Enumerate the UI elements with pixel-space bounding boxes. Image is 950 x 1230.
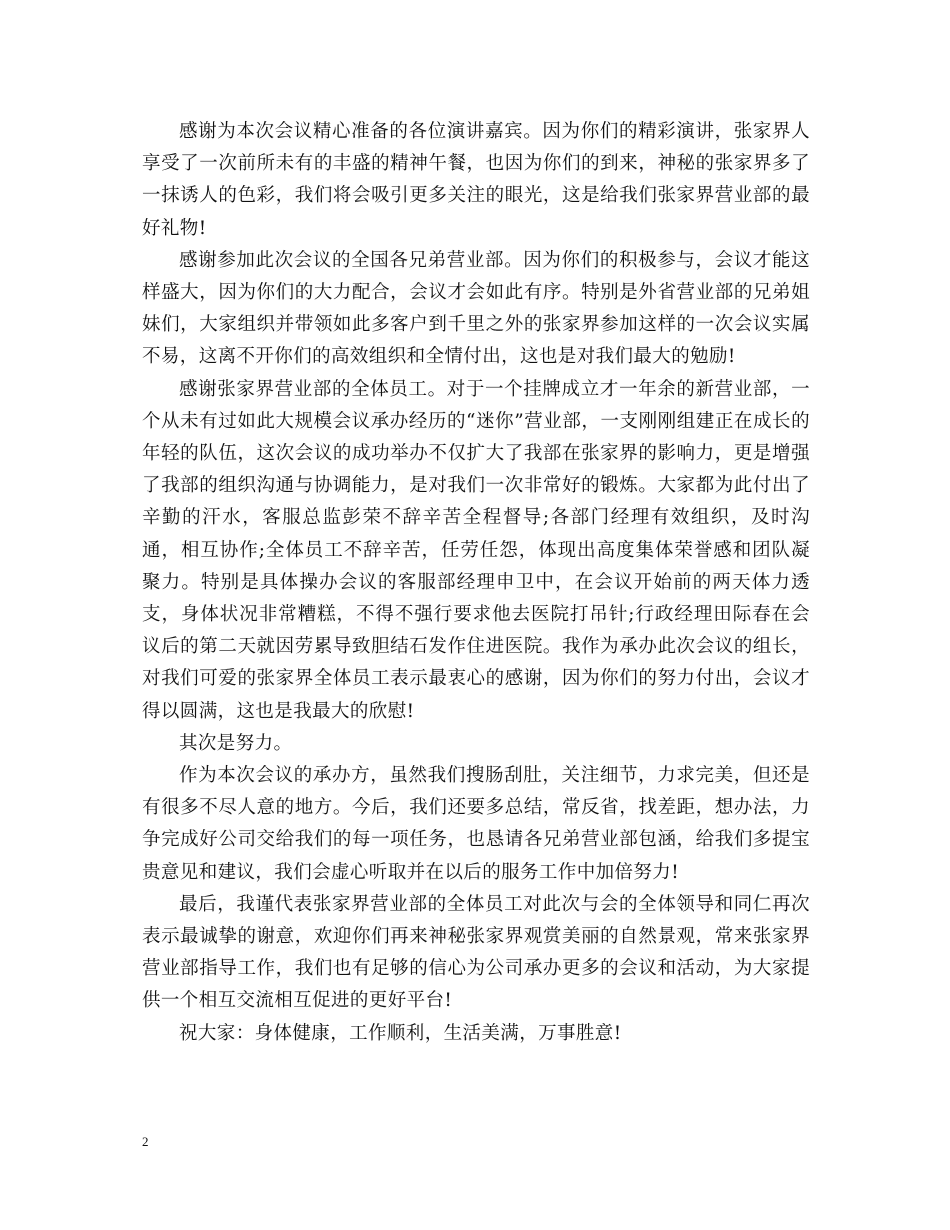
paragraph-closing-thanks: 最后，我谨代表张家界营业部的全体员工对此次与会的全体领导和同仁再次表示最诚挚的谢意，欢迎你们再来神秘张家界观赏美丽的自然景观，常来张家界营业部指导工作，我们也有足够的信心为公司承办更多的会议和活动，为大家提供一个相互交流相互促进的更好平台! [142,893,810,1012]
page-number: 2 [142,1134,149,1149]
paragraph-closing-wishes: 祝大家：身体健康，工作顺利，生活美满，万事胜意! [179,1022,622,1044]
paragraph-thanks-speakers: 感谢为本次会议精心准备的各位演讲嘉宾。因为你们的精彩演讲，张家界人享受了一次前所未有的丰盛的精神午餐，也因为你们的到来，神秘的张家界多了一抹诱人的色彩，我们将会吸引更多关注的眼光，这是给我们张家界营业部的最好礼物! [142,121,810,239]
document-body [142,116,810,1050]
paragraph-thanks-staff: 感谢张家界营业部的全体员工。对于一个挂牌成立才一年余的新营业部，一个从未有过如此大规模会议承办经历的“迷你”营业部，一支刚刚组建正在成长的年轻的队伍，这次会议的成功举办不仅扩大了我部在张家界的影响力，更是增强了我部的组织沟通与协调能力，是对我们一次非常好的锻炼。大家都为此付出了辛勤的汗水，客服总监彭荣不辞辛苦全程督导;各部门经理有效组织，及时沟通，相互协作;全体员工不辞辛苦，任劳任怨，体现出高度集体荣誉感和团队凝聚力。特别是具体操办会议的客服部经理申卫中，在会议开始前的两天体力透支，身体状况非常糟糕，不得不强行要求他去医院打吊针;行政经理田际春在会议后的第二天就因劳累导致胆结石发作住进医院。我作为承办此次会议的组长，对我们可爱的张家界全体员工表示最衷心的感谢，因为你们的努力付出，会议才得以圆满，这也是我最大的欣慰! [142,378,810,722]
paragraph-effort-heading: 其次是努力。 [179,732,293,754]
paragraph-effort-body: 作为本次会议的承办方，虽然我们搜肠刮肚，关注细节，力求完美，但还是有很多不尽人意的地方。今后，我们还要多总结，常反省，找差距，想办法，力争完成好公司交给我们的每一项任务，也恳请各兄弟营业部包涵，给我们多提宝贵意见和建议，我们会虚心听取并在以后的服务工作中加倍努力! [142,765,810,883]
paragraph-thanks-branches: 感谢参加此次会议的全国各兄弟营业部。因为你们的积极参与，会议才能这样盛大，因为你们的大力配合，会议才会如此有序。特别是外省营业部的兄弟姐妹们，大家组织并带领如此多客户到千里之外的张家界参加这样的一次会议实属不易，这离不开你们的高效组织和全情付出，这也是对我们最大的勉励! [142,249,810,368]
